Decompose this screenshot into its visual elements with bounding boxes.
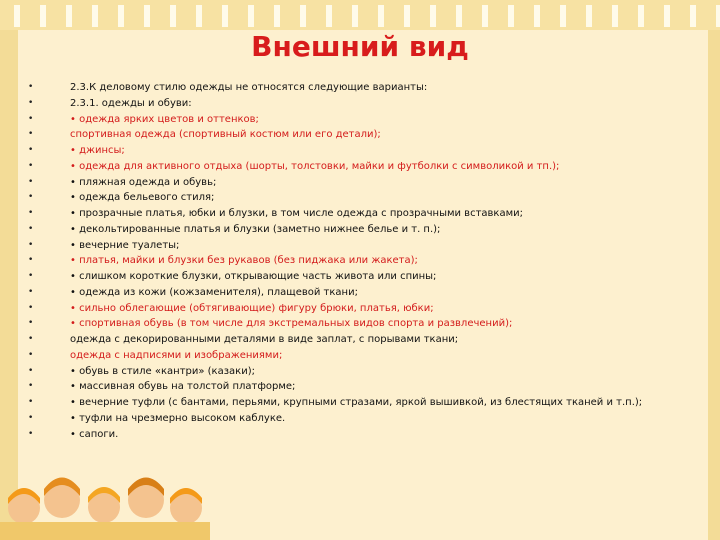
list-item: • одежда с декорированными деталями в виде заплат, с порывами ткани; bbox=[26, 332, 666, 348]
list-item: • • сильно облегающие (обтягивающие) фигуру брюки, платья, юбки; bbox=[26, 301, 666, 317]
list-item: • • джинсы; bbox=[26, 143, 666, 159]
list-item: • • слишком короткие блузки, открывающие часть живота или спины; bbox=[26, 269, 666, 285]
list-item: • • пляжная одежда и обувь; bbox=[26, 175, 666, 191]
page-title: Внешний вид bbox=[251, 30, 469, 63]
list-item: • спортивная одежда (спортивный костюм или его детали); bbox=[26, 127, 666, 143]
list-item: • • массивная обувь на толстой платформе; bbox=[26, 379, 666, 395]
list-item: • • одежда для активного отдыха (шорты, толстовки, майки и футболки с символикой и тп.); bbox=[26, 159, 666, 175]
cartoon-children-illustration bbox=[0, 450, 210, 540]
list-item: • • платья, майки и блузки без рукавов (без пиджака или жакета); bbox=[26, 253, 666, 269]
list-item: • 2.3.К деловому стилю одежды не относятся следующие варианты: bbox=[26, 80, 666, 96]
right-edge bbox=[708, 30, 720, 540]
list-item: • • декольтированные платья и блузки (заметно нижнее белье и т. п.); bbox=[26, 222, 666, 238]
list-item: • • сапоги. bbox=[26, 427, 666, 443]
list-item: • • одежда ярких цветов и оттенков; bbox=[26, 112, 666, 128]
list-item: • • одежда из кожи (кожзаменителя), плащевой ткани; bbox=[26, 285, 666, 301]
list-item: • • вечерние туалеты; bbox=[26, 238, 666, 254]
list-item: • • одежда бельевого стиля; bbox=[26, 190, 666, 206]
list-item: • 2.3.1. одежды и обуви: bbox=[26, 96, 666, 112]
list-item: • • прозрачные платья, юбки и блузки, в том числе одежда с прозрачными вставками; bbox=[26, 206, 666, 222]
list-item: • одежда с надписями и изображениями; bbox=[26, 348, 666, 364]
top-border-pattern bbox=[0, 5, 720, 27]
list-item: • • туфли на чрезмерно высоком каблуке. bbox=[26, 411, 666, 427]
list-item: • • обувь в стиле «кантри» (казаки); bbox=[26, 364, 666, 380]
content-list bbox=[26, 80, 666, 442]
list-item: • • вечерние туфли (с бантами, перьями, крупными стразами, яркой вышивкой, из блестящих тканей и т.п.); bbox=[26, 395, 666, 411]
list-item: • • спортивная обувь (в том числе для экстремальных видов спорта и развлечений); bbox=[26, 316, 666, 332]
